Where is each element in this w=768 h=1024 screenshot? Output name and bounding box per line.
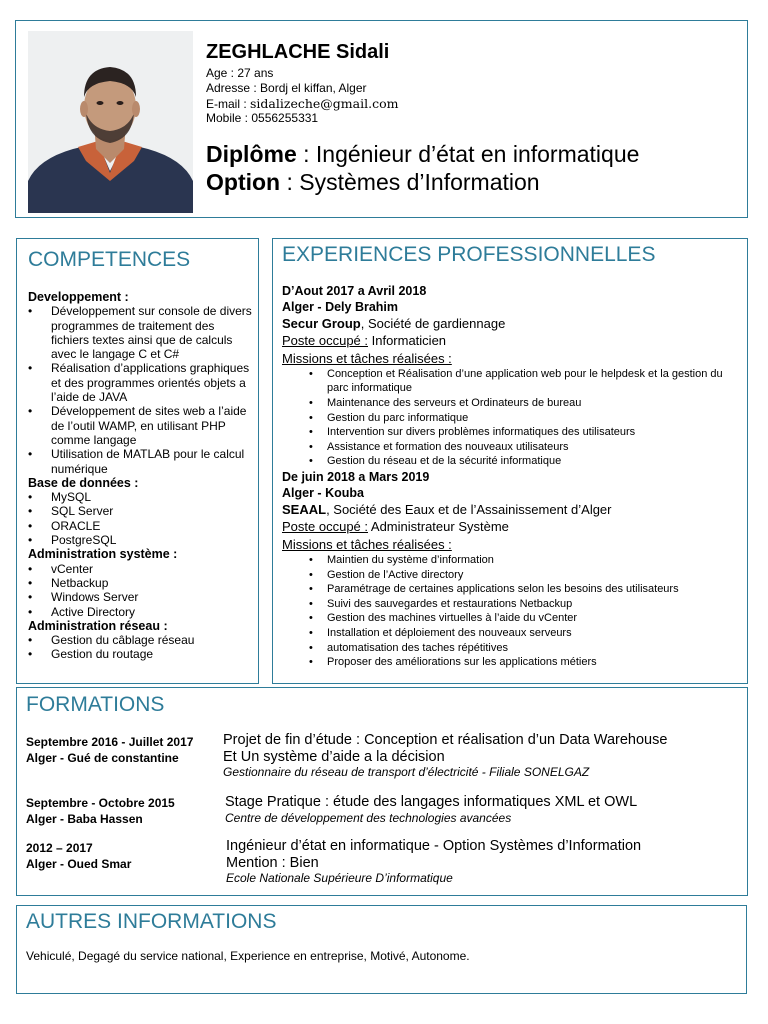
list-item: • Gestion des machines virtuelles à l’aide du vCenter	[309, 611, 742, 626]
formation-dates: Septembre - Octobre 2015	[26, 796, 175, 810]
experience-dates: De juin 2018 a Mars 2019	[282, 470, 430, 485]
list-item: • Paramétrage de certaines applications selon les besoins des utilisateurs	[309, 582, 742, 597]
list-item: • Active Directory	[28, 605, 253, 619]
diploma-value: : Ingénieur d’état en informatique	[296, 141, 640, 167]
location-city: Alger	[282, 300, 314, 314]
formation-line1: Projet de fin d’étude : Conception et réalisation d’un Data Warehouse	[223, 732, 668, 748]
experience-company	[282, 501, 742, 518]
formation-line2: Et Un système d’aide a la décision	[223, 748, 445, 765]
diploma-label: Diplôme	[206, 141, 297, 167]
experience-poste	[282, 518, 742, 535]
email-line	[206, 96, 398, 112]
formation-line2: Mention : Bien	[226, 854, 319, 871]
experience-poste	[282, 332, 742, 349]
list-item: • SQL Server	[28, 504, 253, 518]
category-admin-systeme: Administration système :	[28, 547, 178, 562]
profile-photo-image	[28, 31, 193, 213]
list-item: • Installation et déploiement des nouveaux serveurs	[309, 626, 742, 641]
option-value: : Systèmes d’Information	[280, 169, 540, 195]
formation-left	[26, 795, 175, 827]
poste-value: Administrateur Système	[368, 519, 509, 535]
admin-systeme-list	[28, 562, 253, 619]
category-developpement: Developpement :	[28, 290, 129, 304]
profile-photo	[28, 31, 193, 213]
list-item: • automatisation des taches répétitives	[309, 641, 742, 656]
formation-dates: 2012 – 2017	[26, 841, 93, 855]
experiences-body	[282, 283, 742, 670]
experience-location: Alger - Kouba	[282, 486, 364, 501]
list-item: • Conception et Réalisation d’une application web pour le helpdesk et la gestion du parc informatique	[309, 367, 742, 396]
formations-title: FORMATIONS	[26, 693, 165, 716]
missions-label: Missions et tâches réalisées :	[282, 536, 452, 552]
experience-location: Alger - Dely Brahim	[282, 300, 399, 314]
list-item: • vCenter	[28, 562, 253, 576]
company-desc: , Société des Eaux et de l’Assainissement d’Alger	[326, 502, 612, 518]
formation-line1: Stage Pratique : étude des langages informatiques XML et OWL	[225, 794, 638, 810]
competences-title: COMPETENCES	[28, 248, 191, 271]
category-base-de-donnees: Base de données :	[28, 475, 139, 490]
list-item: • Maintien du système d’information	[309, 553, 742, 568]
email-link[interactable]: sidalizeche@gmail.com	[250, 96, 399, 111]
list-item: • Réalisation d’applications graphiques et des programmes orientés objets a l’aide de JAVA	[28, 361, 253, 404]
list-item: • Gestion de l’Active directory	[309, 568, 742, 583]
location-place: Kouba	[325, 486, 364, 501]
formation-location: Alger - Baba Hassen	[26, 812, 143, 826]
missions-list	[309, 367, 742, 469]
category-admin-reseau: Administration réseau :	[28, 618, 168, 633]
list-item: • Développement sur console de divers programmes de traitement des fichiers textes ainsi que de calculs avec le langage C et C#	[28, 304, 253, 361]
list-item: • PostgreSQL	[28, 533, 253, 547]
experience-entry	[282, 469, 742, 670]
list-item: • Gestion du réseau et de la sécurité informatique	[309, 454, 742, 469]
list-item: • Netbackup	[28, 576, 253, 590]
competences-section	[16, 238, 259, 684]
formation-left	[26, 734, 193, 766]
formation-location: Alger - Oued Smar	[26, 857, 132, 871]
autres-informations-text: Vehiculé, Degagé du service national, Experience en entreprise, Motivé, Autonome.	[26, 949, 470, 963]
list-item: • Intervention sur divers problèmes informatiques des utilisateurs	[309, 425, 742, 440]
poste-label: Poste occupé :	[282, 333, 368, 349]
list-item: • Gestion du câblage réseau	[28, 633, 253, 647]
experiences-title: EXPERIENCES PROFESSIONNELLES	[282, 243, 656, 266]
formation-dates: Septembre 2016 - Juillet 2017	[26, 735, 194, 749]
company-name: Secur Group	[282, 316, 361, 331]
company-desc: , Société de gardiennage	[360, 316, 506, 331]
list-item: • Windows Server	[28, 590, 253, 604]
developpement-list	[28, 304, 253, 476]
formation-institution: Centre de développement des technologies avancées	[225, 810, 512, 825]
list-item: • ORACLE	[28, 519, 253, 533]
diploma-line	[206, 140, 639, 168]
formation-right	[223, 732, 667, 779]
list-item: • MySQL	[28, 490, 253, 504]
poste-value: Informaticien	[368, 333, 447, 349]
formation-location: Alger - Gué de constantine	[26, 751, 179, 765]
formation-line1: Ingénieur d’état en informatique - Option Systèmes d’Information	[226, 838, 642, 854]
database-list	[28, 490, 253, 547]
autres-informations-section	[16, 905, 747, 994]
list-item: • Développement de sites web a l’aide de l’outil WAMP, en utilisant PHP comme langage	[28, 404, 253, 447]
list-item: • Assistance et formation des nouveaux utilisateurs	[309, 440, 742, 455]
location-place: Dely Brahim	[325, 300, 399, 314]
missions-label: Missions et tâches réalisées :	[282, 350, 452, 366]
experience-entry	[282, 283, 742, 469]
autres-informations-title: AUTRES INFORMATIONS	[26, 910, 277, 933]
competences-body	[28, 290, 253, 662]
option-label: Option	[206, 169, 281, 195]
formation-right	[225, 794, 637, 825]
company-name: SEAAL	[282, 502, 327, 518]
list-item: • Gestion du routage	[28, 647, 253, 661]
list-item: • Suivi des sauvegardes et restaurations Netbackup	[309, 597, 742, 612]
mobile-line: Mobile : 0556255331	[206, 111, 319, 125]
list-item: • Maintenance des serveurs et Ordinateurs de bureau	[309, 396, 742, 411]
list-item: • Proposer des améliorations sur les applications métiers	[309, 655, 742, 670]
formation-right	[226, 838, 641, 885]
formations-section	[16, 687, 748, 896]
list-item: • Utilisation de MATLAB pour le calcul numérique	[28, 447, 253, 476]
experiences-section	[272, 238, 748, 684]
admin-reseau-list	[28, 633, 253, 662]
formation-institution: Gestionnaire du réseau de transport d’électricité - Filiale SONELGAZ	[223, 765, 590, 779]
experience-dates: D’Aout 2017 a Avril 2018	[282, 284, 427, 298]
formation-institution: Ecole Nationale Supérieure D’informatique	[226, 871, 453, 885]
experience-company	[282, 315, 742, 332]
location-city: Alger	[282, 486, 314, 501]
address-line: Adresse : Bordj el kiffan, Alger	[206, 81, 367, 95]
age-line: Age : 27 ans	[206, 66, 274, 80]
formation-left	[26, 840, 131, 872]
email-label: E-mail :	[206, 97, 251, 111]
poste-label: Poste occupé :	[282, 519, 368, 535]
header-section	[15, 20, 748, 218]
option-line	[206, 168, 540, 196]
list-item: • Gestion du parc informatique	[309, 411, 742, 426]
candidate-name: ZEGHLACHE Sidali	[206, 41, 390, 63]
missions-list	[309, 553, 742, 670]
